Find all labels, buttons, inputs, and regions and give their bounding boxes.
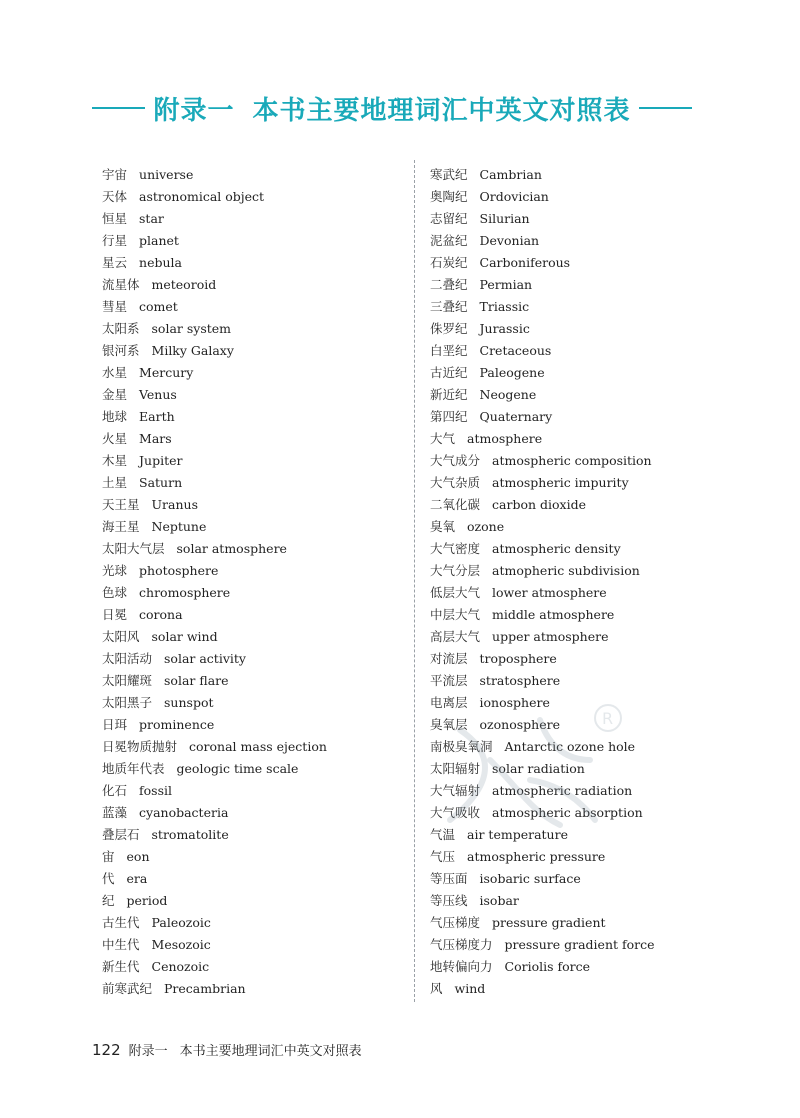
term-entry — [430, 780, 720, 802]
term-chinese: 流星体 — [102, 277, 140, 292]
term-chinese: 风 — [430, 981, 443, 996]
term-chinese: 火星 — [102, 431, 128, 446]
term-chinese: 新近纪 — [430, 387, 468, 402]
column-divider — [414, 160, 415, 1002]
term-english: atmospheric impurity — [492, 475, 629, 490]
term-chinese: 大气吸收 — [430, 805, 481, 820]
term-entry — [102, 604, 392, 626]
term-english: upper atmosphere — [492, 629, 609, 644]
term-english: Quaternary — [479, 409, 553, 424]
term-english: Devonian — [479, 233, 540, 248]
term-entry — [430, 626, 720, 648]
term-chinese: 气压梯度 — [430, 915, 481, 930]
term-chinese: 蓝藻 — [102, 805, 128, 820]
term-chinese: 星云 — [102, 255, 128, 270]
term-chinese: 大气分层 — [430, 563, 481, 578]
term-english: stromatolite — [151, 827, 229, 842]
term-english: astronomical object — [139, 189, 265, 204]
term-entry — [102, 692, 392, 714]
term-chinese: 太阳耀斑 — [102, 673, 153, 688]
term-entry — [430, 582, 720, 604]
term-chinese: 木星 — [102, 453, 128, 468]
term-entry — [430, 230, 720, 252]
term-entry — [430, 868, 720, 890]
term-entry — [102, 582, 392, 604]
term-english: planet — [139, 233, 179, 248]
term-english: middle atmosphere — [492, 607, 615, 622]
term-entry — [102, 428, 392, 450]
term-entry — [430, 560, 720, 582]
term-english: universe — [139, 167, 194, 182]
term-chinese: 银河系 — [102, 343, 140, 358]
term-chinese: 海王星 — [102, 519, 140, 534]
term-english: Venus — [139, 387, 177, 402]
term-english: solar system — [151, 321, 232, 336]
term-entry — [430, 890, 720, 912]
term-entry — [430, 714, 720, 736]
term-english: Jurassic — [479, 321, 530, 336]
term-chinese: 大气杂质 — [430, 475, 481, 490]
term-entry — [430, 648, 720, 670]
term-chinese: 电离层 — [430, 695, 468, 710]
term-english: Ordovician — [479, 189, 549, 204]
term-chinese: 大气成分 — [430, 453, 481, 468]
term-entry — [430, 494, 720, 516]
term-chinese: 太阳系 — [102, 321, 140, 336]
term-entry — [430, 296, 720, 318]
term-entry — [102, 758, 392, 780]
page-title-bar — [92, 88, 692, 128]
term-chinese: 太阳大气层 — [102, 541, 165, 556]
term-column-left — [102, 164, 392, 1000]
term-entry — [102, 626, 392, 648]
page-number: 122 — [92, 1041, 121, 1059]
term-chinese: 侏罗纪 — [430, 321, 468, 336]
term-chinese: 平流层 — [430, 673, 468, 688]
term-english: Cambrian — [479, 167, 542, 182]
term-entry — [430, 912, 720, 934]
term-chinese: 水星 — [102, 365, 128, 380]
term-entry — [102, 516, 392, 538]
svg-text:R: R — [602, 709, 614, 728]
term-english: lower atmosphere — [492, 585, 607, 600]
term-chinese: 天体 — [102, 189, 128, 204]
term-entry — [102, 318, 392, 340]
term-entry — [102, 538, 392, 560]
term-chinese: 太阳黑子 — [102, 695, 153, 710]
term-entry — [102, 824, 392, 846]
term-english: troposphere — [479, 651, 557, 666]
term-entry — [430, 472, 720, 494]
term-english: Coriolis force — [504, 959, 591, 974]
term-entry — [430, 736, 720, 758]
term-chinese: 中层大气 — [430, 607, 481, 622]
term-entry — [102, 560, 392, 582]
term-english: Mercury — [139, 365, 194, 380]
term-english: Mars — [139, 431, 172, 446]
term-entry — [102, 934, 392, 956]
term-english: solar radiation — [492, 761, 585, 776]
term-chinese: 日珥 — [102, 717, 128, 732]
term-chinese: 古近纪 — [430, 365, 468, 380]
term-english: Earth — [139, 409, 175, 424]
term-entry — [102, 714, 392, 736]
term-entry — [430, 692, 720, 714]
term-english: Milky Galaxy — [151, 343, 234, 358]
term-chinese: 叠层石 — [102, 827, 140, 842]
term-english: Jupiter — [139, 453, 183, 468]
term-english: isobaric surface — [479, 871, 581, 886]
term-chinese: 气压梯度力 — [430, 937, 493, 952]
term-english: atmospheric density — [492, 541, 621, 556]
term-chinese: 三叠纪 — [430, 299, 468, 314]
term-english: solar activity — [164, 651, 246, 666]
term-column-right — [430, 164, 720, 1000]
term-chinese: 地转偏向力 — [430, 959, 493, 974]
term-entry — [430, 978, 720, 1000]
term-english: atmospheric pressure — [467, 849, 606, 864]
term-entry — [102, 494, 392, 516]
page-title-appendix: 附录一 — [153, 95, 235, 126]
term-english: solar wind — [151, 629, 218, 644]
term-chinese: 日冕物质抛射 — [102, 739, 178, 754]
term-chinese: 奥陶纪 — [430, 189, 468, 204]
term-english: atmosphere — [467, 431, 543, 446]
term-entry — [102, 450, 392, 472]
term-chinese: 大气密度 — [430, 541, 481, 556]
term-entry — [102, 362, 392, 384]
term-entry — [102, 670, 392, 692]
term-chinese: 等压面 — [430, 871, 468, 886]
term-chinese: 光球 — [102, 563, 128, 578]
term-chinese: 二叠纪 — [430, 277, 468, 292]
term-chinese: 低层大气 — [430, 585, 481, 600]
term-english: atmospheric composition — [492, 453, 652, 468]
term-english: sunspot — [164, 695, 214, 710]
term-entry — [430, 934, 720, 956]
term-chinese: 地球 — [102, 409, 128, 424]
term-entry — [102, 890, 392, 912]
term-english: Cretaceous — [479, 343, 552, 358]
term-entry — [430, 824, 720, 846]
term-entry — [102, 846, 392, 868]
term-entry — [102, 186, 392, 208]
term-english: fossil — [139, 783, 172, 798]
term-english: Mesozoic — [151, 937, 211, 952]
term-english: Permian — [479, 277, 533, 292]
term-english: pressure gradient force — [504, 937, 655, 952]
term-entry — [102, 296, 392, 318]
term-chinese: 纪 — [102, 893, 115, 908]
term-entry — [430, 670, 720, 692]
term-entry — [102, 230, 392, 252]
term-chinese: 古生代 — [102, 915, 140, 930]
term-entry — [102, 956, 392, 978]
term-entry — [102, 868, 392, 890]
term-english: ionosphere — [479, 695, 550, 710]
term-chinese: 色球 — [102, 585, 128, 600]
term-english: ozone — [467, 519, 505, 534]
term-english: photosphere — [139, 563, 219, 578]
term-english: geologic time scale — [176, 761, 299, 776]
term-entry — [430, 538, 720, 560]
term-english: Carboniferous — [479, 255, 571, 270]
term-chinese: 宇宙 — [102, 167, 128, 182]
term-chinese: 日冕 — [102, 607, 128, 622]
term-english: Antarctic ozone hole — [504, 739, 636, 754]
term-entry — [430, 274, 720, 296]
term-chinese: 彗星 — [102, 299, 128, 314]
page-title-text: 本书主要地理词汇中英文对照表 — [252, 95, 631, 126]
term-chinese: 气温 — [430, 827, 456, 842]
term-english: Saturn — [139, 475, 183, 490]
term-chinese: 石炭纪 — [430, 255, 468, 270]
term-entry — [430, 384, 720, 406]
term-english: stratosphere — [479, 673, 561, 688]
term-entry — [430, 406, 720, 428]
term-english: pressure gradient — [492, 915, 606, 930]
term-entry — [430, 208, 720, 230]
term-entry — [430, 340, 720, 362]
term-english: atmopheric subdivision — [492, 563, 640, 578]
term-entry — [430, 802, 720, 824]
term-entry — [102, 978, 392, 1000]
term-entry — [102, 384, 392, 406]
term-english: air temperature — [467, 827, 568, 842]
term-english: comet — [139, 299, 178, 314]
term-entry — [430, 362, 720, 384]
term-english: Paleogene — [479, 365, 545, 380]
term-entry — [430, 186, 720, 208]
term-english: eon — [126, 849, 150, 864]
term-entry — [430, 164, 720, 186]
term-english: period — [126, 893, 168, 908]
footer-title: 本书主要地理词汇中英文对照表 — [179, 1044, 362, 1059]
term-english: atmospheric radiation — [492, 783, 633, 798]
term-english: Cenozoic — [151, 959, 210, 974]
term-entry — [430, 758, 720, 780]
term-chinese: 前寒武纪 — [102, 981, 153, 996]
term-english: coronal mass ejection — [189, 739, 327, 754]
term-english: Uranus — [151, 497, 198, 512]
term-english: Neogene — [479, 387, 537, 402]
term-entry — [430, 604, 720, 626]
term-chinese: 等压线 — [430, 893, 468, 908]
term-chinese: 土星 — [102, 475, 128, 490]
term-chinese: 行星 — [102, 233, 128, 248]
term-entry — [430, 956, 720, 978]
title-rule-left — [92, 107, 145, 109]
term-chinese: 宙 — [102, 849, 115, 864]
term-entry — [102, 340, 392, 362]
term-chinese: 太阳风 — [102, 629, 140, 644]
term-entry — [102, 274, 392, 296]
term-entry — [430, 428, 720, 450]
term-chinese: 化石 — [102, 783, 128, 798]
term-chinese: 第四纪 — [430, 409, 468, 424]
term-english: corona — [139, 607, 183, 622]
term-english: Triassic — [479, 299, 530, 314]
footer-appendix: 附录一 — [128, 1044, 168, 1059]
term-entry — [102, 208, 392, 230]
term-chinese: 泥盆纪 — [430, 233, 468, 248]
term-chinese: 臭氧 — [430, 519, 456, 534]
page-footer — [92, 1040, 362, 1059]
term-chinese: 太阳活动 — [102, 651, 153, 666]
term-entry — [102, 780, 392, 802]
term-entry — [102, 648, 392, 670]
term-chinese: 志留纪 — [430, 211, 468, 226]
term-chinese: 地质年代表 — [102, 761, 165, 776]
page-title — [145, 90, 638, 127]
term-english: Silurian — [479, 211, 530, 226]
term-english: Paleozoic — [151, 915, 211, 930]
term-entry — [102, 252, 392, 274]
term-english: meteoroid — [151, 277, 217, 292]
term-entry — [102, 164, 392, 186]
term-chinese: 恒星 — [102, 211, 128, 226]
term-english: star — [139, 211, 164, 226]
term-chinese: 金星 — [102, 387, 128, 402]
term-english: nebula — [139, 255, 182, 270]
term-english: solar atmosphere — [176, 541, 287, 556]
term-english: wind — [454, 981, 486, 996]
term-chinese: 太阳辐射 — [430, 761, 481, 776]
term-chinese: 天王星 — [102, 497, 140, 512]
term-chinese: 中生代 — [102, 937, 140, 952]
term-english: solar flare — [164, 673, 229, 688]
term-chinese: 对流层 — [430, 651, 468, 666]
term-chinese: 代 — [102, 871, 115, 886]
term-entry — [102, 802, 392, 824]
term-chinese: 大气辐射 — [430, 783, 481, 798]
term-english: ozonosphere — [479, 717, 560, 732]
term-chinese: 大气 — [430, 431, 456, 446]
term-chinese: 南极臭氧洞 — [430, 739, 493, 754]
term-english: atmospheric absorption — [492, 805, 643, 820]
term-chinese: 二氧化碳 — [430, 497, 481, 512]
title-rule-right — [639, 107, 692, 109]
term-entry — [430, 318, 720, 340]
term-english: Precambrian — [164, 981, 246, 996]
term-english: carbon dioxide — [492, 497, 586, 512]
term-entry — [430, 450, 720, 472]
term-chinese: 臭氧层 — [430, 717, 468, 732]
term-entry — [102, 472, 392, 494]
term-entry — [102, 912, 392, 934]
term-entry — [430, 516, 720, 538]
term-chinese: 新生代 — [102, 959, 140, 974]
term-entry — [430, 252, 720, 274]
term-english: prominence — [139, 717, 215, 732]
term-entry — [102, 406, 392, 428]
term-entry — [102, 736, 392, 758]
term-chinese: 寒武纪 — [430, 167, 468, 182]
term-chinese: 白垩纪 — [430, 343, 468, 358]
term-english: isobar — [479, 893, 519, 908]
term-english: era — [126, 871, 148, 886]
term-chinese: 气压 — [430, 849, 456, 864]
term-english: chromosphere — [139, 585, 231, 600]
term-english: cyanobacteria — [139, 805, 229, 820]
term-entry — [430, 846, 720, 868]
term-chinese: 高层大气 — [430, 629, 481, 644]
term-english: Neptune — [151, 519, 207, 534]
